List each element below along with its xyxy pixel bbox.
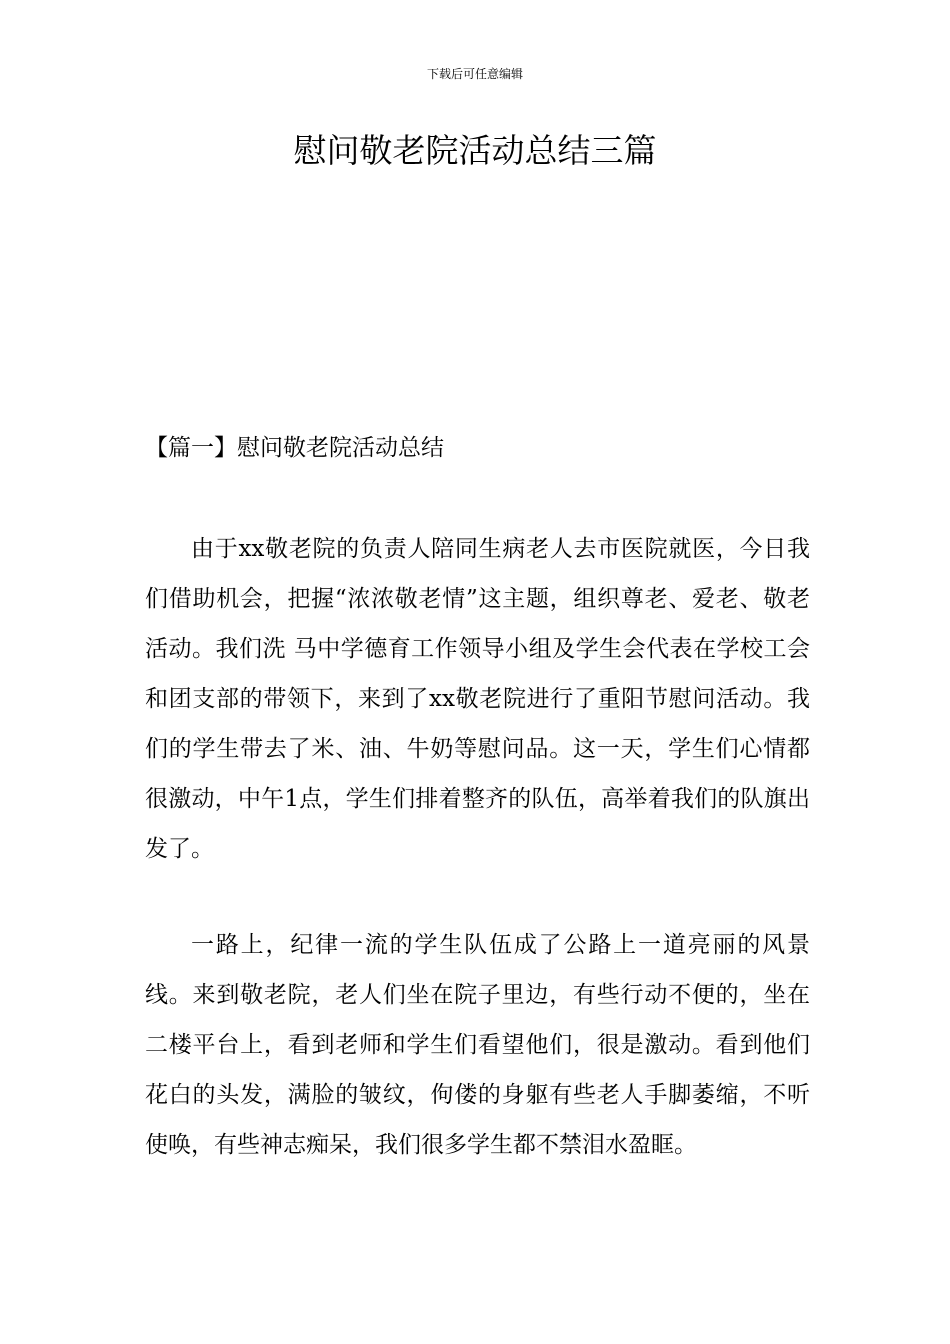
document-title: 慰问敬老院活动总结三篇 [293,131,657,170]
paragraph-2: 一路上，纪律一流的学生队伍成了公路上一道亮丽的风景线。来到敬老院，老人们坐在院子里边，有些行动不便的，坐在二楼平台上，看到老师和学生们看望他们，很是激动。看到他们花白的头发，满脸的皱纹，佝偻的身躯有些老人手脚萎缩，不听使唤，有些神志痴呆，我们很多学生都不禁泪水盈眶。 [145,932,810,1158]
section-heading: 【篇一】慰问敬老院活动总结 [145,435,444,461]
paragraph-1: 由于xx敬老院的负责人陪同生病老人去市医院就医，今日我们借助机会，把握“浓浓敬老情”这主题，组织尊老、爱老、敬老活动。我们洗 马中学德育工作领导小组及学生会代表在学校工会和团支部的带领下，来到了xx敬老院进行了重阳节慰问活动。我们的学生带去了米、油、牛奶等慰问品。这一天，学生们心情都很激动，中午1点，学生们排着整齐的队伍，高举着我们的队旗出发了。 [145,536,810,862]
header-note: 下载后可任意编辑 [426,67,523,81]
